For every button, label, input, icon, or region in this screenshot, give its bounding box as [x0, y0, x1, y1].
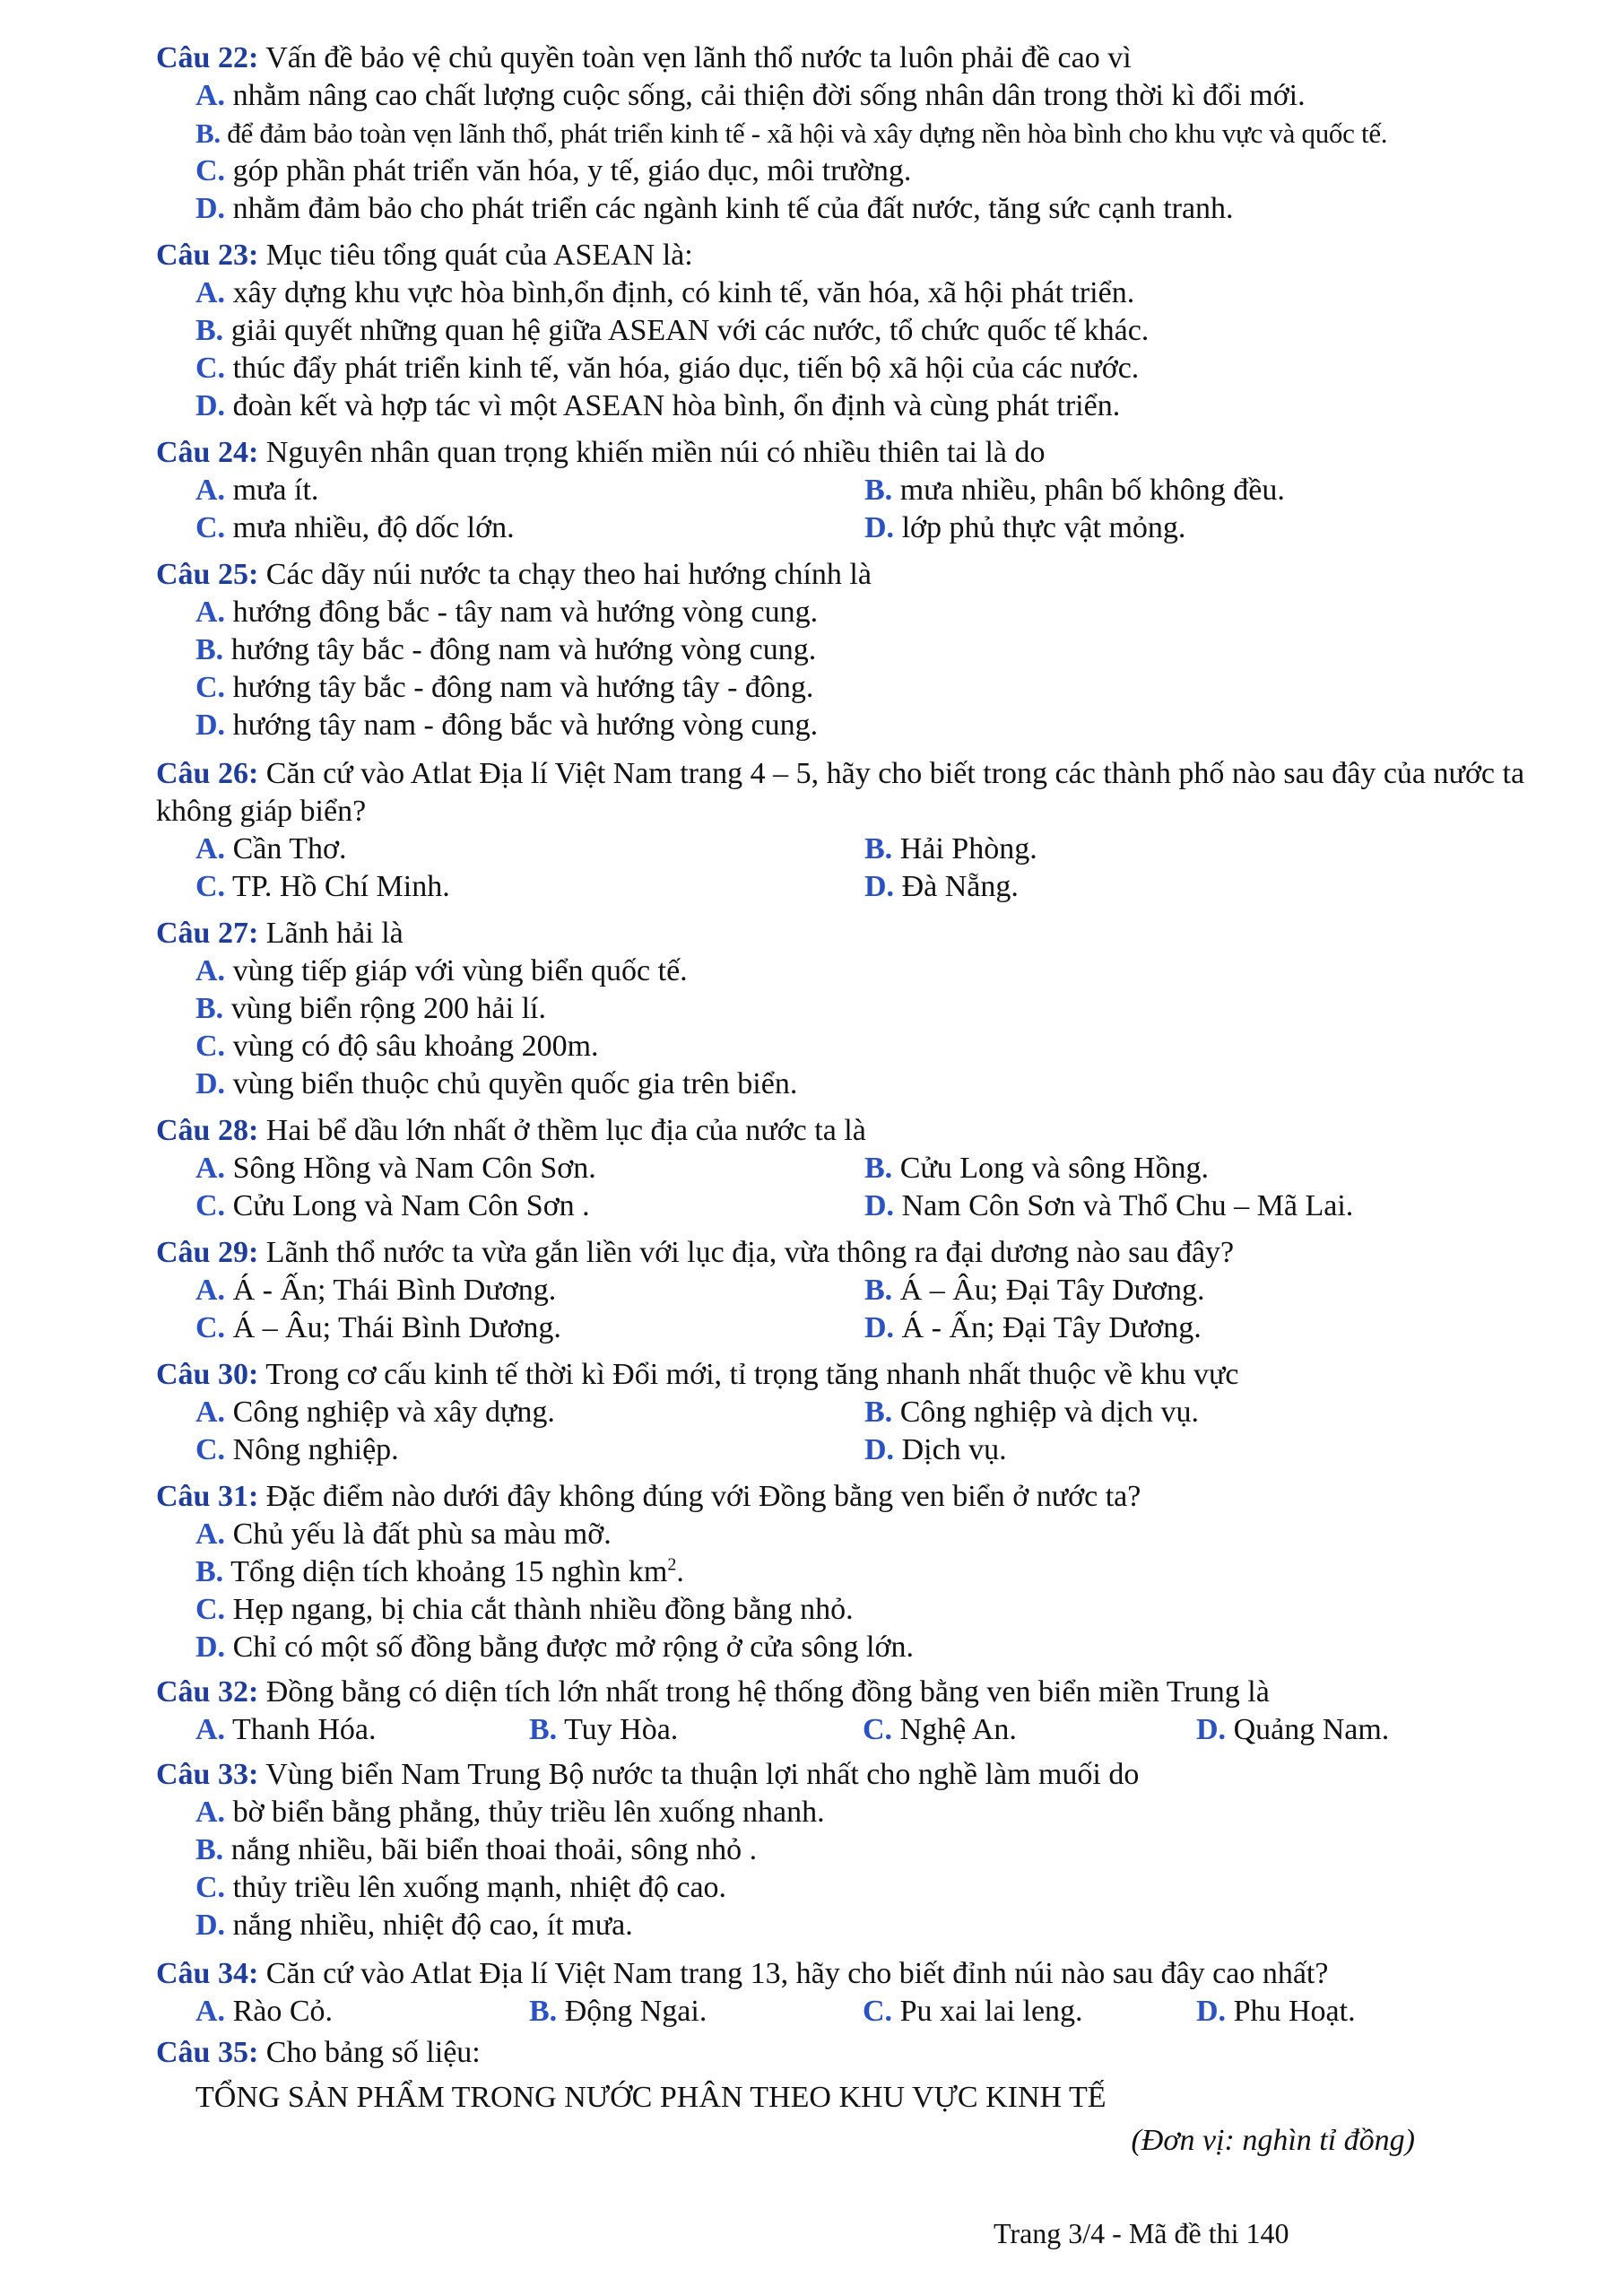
option-text: mưa nhiều, độ dốc lớn. [232, 511, 515, 544]
option-d [864, 1187, 1353, 1225]
option-letter: B. [195, 314, 224, 347]
option-text: đoàn kết và hợp tác vì một ASEAN hòa bình, ổn định và cùng phát triển. [232, 389, 1121, 422]
option-letter: A. [195, 596, 226, 629]
question-number: Câu 26: [156, 757, 259, 790]
question-number: Câu 32: [156, 1675, 259, 1709]
option-a [195, 1794, 1573, 1831]
option-letter: A. [195, 954, 226, 987]
option-text: Phu Hoạt. [1233, 1995, 1356, 2028]
option-c [195, 1028, 1573, 1065]
option-text: Pu xai lai leng. [899, 1995, 1083, 2028]
option-letter: C. [195, 154, 226, 187]
option-letter: D. [864, 1433, 895, 1466]
options [195, 1993, 1573, 2031]
option-text: TP. Hồ Chí Minh. [231, 870, 450, 903]
option-letter: D. [864, 1311, 895, 1344]
question-number: Câu 30: [156, 1358, 259, 1391]
option-a [195, 1150, 864, 1187]
options [195, 1150, 1573, 1225]
option-letter: D. [864, 511, 895, 544]
option-text: Công nghiệp và dịch vụ. [899, 1396, 1200, 1429]
option-text: Hẹp ngang, bị chia cắt thành nhiều đồng bằng nhỏ. [232, 1593, 854, 1626]
question-text: Các dãy núi nước ta chạy theo hai hướng chính là [265, 558, 872, 591]
option-letter: A. [195, 1713, 226, 1746]
option-a [195, 472, 864, 509]
option-letter: C. [195, 352, 226, 385]
options [195, 1272, 1573, 1347]
option-letter: B. [529, 1713, 558, 1746]
option-a [195, 77, 1573, 115]
option-b [195, 312, 1573, 350]
question-number: Câu 29: [156, 1236, 259, 1269]
option-letter: D. [864, 1189, 895, 1222]
option-text: Tuy Hòa. [564, 1713, 679, 1746]
option-text: Đà Nẵng. [901, 870, 1019, 903]
option-letter: C. [195, 1433, 226, 1466]
question-stem [156, 1234, 1573, 1272]
option-letter: B. [864, 474, 893, 507]
option-letter: B. [195, 633, 224, 666]
option-text: thúc đẩy phát triển kinh tế, văn hóa, giáo dục, tiến bộ xã hội của các nước. [232, 352, 1140, 385]
option-text: Động Ngai. [564, 1995, 707, 2028]
question-stem [156, 915, 1573, 952]
option-text: góp phần phát triển văn hóa, y tế, giáo dục, môi trường. [232, 154, 912, 187]
option-text: Sông Hồng và Nam Côn Sơn. [232, 1152, 596, 1185]
option-d [1196, 1993, 1356, 2031]
option-text: Cửu Long và Nam Côn Sơn . [232, 1189, 590, 1222]
question-24 [156, 434, 1573, 547]
option-text: Cửu Long và sông Hồng. [899, 1152, 1209, 1185]
question-text: Đồng bằng có diện tích lớn nhất trong hệ thống đồng bằng ven biển miền Trung là [265, 1675, 1270, 1709]
options [195, 1711, 1573, 1749]
option-letter: C. [195, 671, 226, 704]
question-number: Câu 33: [156, 1758, 259, 1791]
options [195, 1794, 1573, 1944]
question-30 [156, 1356, 1573, 1469]
question-text: Đặc điểm nào dưới đây không đúng với Đồng bằng ven biển ở nước ta? [265, 1480, 1141, 1513]
question-text: Nguyên nhân quan trọng khiến miền núi có nhiều thiên tai là do [265, 436, 1046, 469]
option-letter: D. [1196, 1995, 1227, 2028]
option-b [864, 831, 1037, 868]
question-stem [156, 1674, 1573, 1711]
option-b [864, 1272, 1205, 1309]
option-letter: B. [864, 1152, 893, 1185]
question-text: Vấn đề bảo vệ chủ quyền toàn vẹn lãnh thổ nước ta luôn phải đề cao vì [265, 41, 1132, 74]
option-text: Á – Âu; Thái Bình Dương. [232, 1311, 561, 1344]
option-text: mưa ít. [232, 474, 319, 507]
options [195, 594, 1573, 744]
option-text: xây dựng khu vực hòa bình,ổn định, có kinh tế, văn hóa, xã hội phát triển. [232, 276, 1135, 309]
option-d [195, 1907, 1573, 1944]
option-b [864, 472, 1285, 509]
option-letter: D. [195, 389, 226, 422]
option-letter: B. [195, 1555, 224, 1588]
question-text: Mục tiêu tổng quát của ASEAN là: [265, 239, 693, 272]
option-letter: D. [195, 1067, 226, 1100]
option-text: nắng nhiều, nhiệt độ cao, ít mưa. [232, 1909, 633, 1942]
option-d [195, 190, 1573, 228]
option-text: thủy triều lên xuống mạnh, nhiệt độ cao. [232, 1871, 727, 1904]
option-c [195, 1309, 864, 1347]
option-a [195, 1993, 529, 2031]
question-number: Câu 23: [156, 239, 259, 272]
question-text: Trong cơ cấu kinh tế thời kì Đổi mới, tỉ trọng tăng nhanh nhất thuộc về khu vực [265, 1358, 1239, 1391]
option-c [195, 1187, 864, 1225]
options [195, 77, 1573, 228]
question-22 [156, 39, 1573, 228]
question-number: Câu 34: [156, 1957, 259, 1990]
question-text: Vùng biển Nam Trung Bộ nước ta thuận lợi nhất cho nghề làm muối do [265, 1758, 1140, 1791]
option-letter: A. [195, 1995, 226, 2028]
option-text: Dịch vụ. [901, 1433, 1007, 1466]
option-letter: C. [195, 1030, 226, 1063]
question-stem [156, 2034, 1573, 2072]
question-number: Câu 24: [156, 436, 259, 469]
option-text: vùng biển thuộc chủ quyền quốc gia trên biển. [232, 1067, 798, 1100]
option-letter: C. [863, 1713, 893, 1746]
page-footer: Trang 3/4 - Mã đề thi 140 [994, 2217, 1289, 2249]
option-a [195, 1272, 864, 1309]
option-d [195, 1629, 1573, 1666]
question-text: Lãnh thổ nước ta vừa gắn liền với lục địa, vừa thông ra đại dương nào sau đây? [265, 1236, 1235, 1269]
option-text: Nông nghiệp. [232, 1433, 399, 1466]
question-28 [156, 1112, 1573, 1225]
option-a [195, 952, 1573, 990]
option-b [864, 1394, 1199, 1431]
option-letter: B. [195, 117, 221, 149]
question-stem [156, 237, 1573, 274]
option-letter: A. [195, 1396, 226, 1429]
option-b [529, 1711, 863, 1749]
option-text: nhằm đảm bảo cho phát triển các ngành kinh tế của đất nước, tăng sức cạnh tranh. [232, 192, 1234, 225]
option-text: để đảm bảo toàn vẹn lãnh thổ, phát triển kinh tế - xã hội và xây dựng nền hòa bình cho khu vực và quốc tế. [227, 117, 1388, 149]
option-b [195, 115, 1573, 152]
option-text: Rào Cỏ. [232, 1995, 334, 2028]
option-d [195, 707, 1573, 744]
option-text: hướng tây nam - đông bắc và hướng vòng cung. [232, 709, 819, 742]
option-text: lớp phủ thực vật mỏng. [901, 511, 1186, 544]
option-b [195, 990, 1573, 1028]
option-text: vùng có độ sâu khoảng 200m. [232, 1030, 599, 1063]
option-b [864, 1150, 1209, 1187]
option-c [195, 509, 864, 547]
option-a [195, 1516, 1573, 1553]
question-stem [156, 39, 1573, 77]
question-text: Hai bể dầu lớn nhất ở thềm lục địa của nước ta là [265, 1114, 866, 1147]
option-letter: A. [195, 1796, 226, 1829]
option-letter: A. [195, 276, 226, 309]
option-text: nắng nhiều, bãi biển thoai thoải, sông nhỏ . [230, 1833, 758, 1866]
option-text: Chủ yếu là đất phù sa màu mỡ. [232, 1518, 612, 1551]
option-letter: B. [195, 992, 224, 1025]
option-a [195, 1711, 529, 1749]
question-27 [156, 915, 1573, 1103]
question-stem [156, 1756, 1573, 1794]
option-c [195, 1431, 864, 1469]
question-number: Câu 27: [156, 917, 259, 950]
option-text: Hải Phòng. [899, 832, 1037, 865]
question-31 [156, 1478, 1573, 1666]
question-32 [156, 1674, 1573, 1749]
option-letter: B. [195, 1833, 224, 1866]
question-29 [156, 1234, 1573, 1347]
option-b [195, 1553, 1573, 1591]
option-text: hướng đông bắc - tây nam và hướng vòng cung. [232, 596, 819, 629]
option-letter: C. [195, 1593, 226, 1626]
option-letter: B. [529, 1995, 558, 2028]
question-stem [156, 1112, 1573, 1150]
option-c [195, 868, 864, 906]
option-text: Nam Côn Sơn và Thổ Chu – Mã Lai. [901, 1189, 1354, 1222]
question-33 [156, 1756, 1573, 1944]
option-letter: C. [195, 1311, 226, 1344]
option-d [864, 1309, 1202, 1347]
option-letter: A. [195, 1518, 226, 1551]
question-35 [156, 2034, 1573, 2072]
question-stem [156, 1478, 1573, 1516]
question-23 [156, 237, 1573, 425]
option-text: hướng tây bắc - đông nam và hướng tây - đông. [232, 671, 814, 704]
option-d [195, 1065, 1573, 1103]
options [195, 1516, 1573, 1666]
option-text: Tổng diện tích khoảng 15 nghìn km [230, 1555, 668, 1588]
option-d [195, 387, 1573, 425]
option-letter: C. [195, 1871, 226, 1904]
option-text: Công nghiệp và xây dựng. [232, 1396, 555, 1429]
table-unit: (Đơn vị: nghìn tỉ đồng) [1131, 2124, 1415, 2157]
option-c [195, 669, 1573, 707]
option-b [195, 631, 1573, 669]
option-c [863, 1993, 1196, 2031]
option-a [195, 594, 1573, 631]
table-title: TỔNG SẢN PHẨM TRONG NƯỚC PHÂN THEO KHU VỰC KINH TẾ [195, 2081, 1107, 2114]
option-letter: A. [195, 832, 226, 865]
question-stem [156, 434, 1573, 472]
option-c [863, 1711, 1196, 1749]
question-text: Căn cứ vào Atlat Địa lí Việt Nam trang 13, hãy cho biết đỉnh núi nào sau đây cao nhất? [265, 1957, 1329, 1990]
option-c [195, 152, 1573, 190]
option-text: Á - Ấn; Thái Bình Dương. [232, 1274, 557, 1307]
question-text: Lãnh hải là [265, 917, 404, 950]
options [195, 1394, 1573, 1469]
option-text: bờ biển bằng phẳng, thủy triều lên xuống nhanh. [232, 1796, 825, 1829]
option-letter: B. [864, 832, 893, 865]
option-a [195, 1394, 864, 1431]
options [195, 952, 1573, 1103]
option-text: Á - Ấn; Đại Tây Dương. [901, 1311, 1202, 1344]
option-letter: D. [1196, 1713, 1227, 1746]
option-text: mưa nhiều, phân bố không đều. [899, 474, 1285, 507]
option-letter: C. [863, 1995, 893, 2028]
option-a [195, 274, 1573, 312]
option-letter: A. [195, 1152, 226, 1185]
question-text: Căn cứ vào Atlat Địa lí Việt Nam trang 4 – 5, hãy cho biết trong các thành phố nào sau đây của nước ta không giáp biển? [156, 757, 1525, 828]
question-stem [156, 1356, 1573, 1394]
option-c [195, 350, 1573, 387]
option-a [195, 831, 864, 868]
option-letter: D. [195, 709, 226, 742]
option-letter: A. [195, 1274, 226, 1307]
question-number: Câu 28: [156, 1114, 259, 1147]
option-text: vùng biển rộng 200 hải lí. [230, 992, 546, 1025]
option-text: Thanh Hóa. [231, 1713, 377, 1746]
option-letter: D. [195, 1909, 226, 1942]
option-d [864, 1431, 1007, 1469]
question-25 [156, 556, 1573, 744]
question-text: Cho bảng số liệu: [265, 2036, 481, 2069]
question-number: Câu 31: [156, 1480, 259, 1513]
option-letter: A. [195, 79, 226, 112]
superscript: 2 [667, 1554, 677, 1575]
options [195, 831, 1573, 906]
question-number: Câu 25: [156, 558, 259, 591]
question-stem [156, 755, 1573, 831]
option-text: Á – Âu; Đại Tây Dương. [899, 1274, 1205, 1307]
options [195, 274, 1573, 425]
question-stem [156, 556, 1573, 594]
option-text: Nghệ An. [899, 1713, 1017, 1746]
options [195, 472, 1573, 547]
option-letter: B. [864, 1274, 893, 1307]
option-text: nhằm nâng cao chất lượng cuộc sống, cải thiện đời sống nhân dân trong thời kì đổi mới. [232, 79, 1306, 112]
option-d [1196, 1711, 1389, 1749]
question-26 [156, 755, 1573, 906]
option-letter: C. [195, 1189, 226, 1222]
question-stem [156, 1955, 1573, 1993]
option-c [195, 1869, 1573, 1907]
option-text-end: . [676, 1555, 684, 1588]
option-text: Chỉ có một số đồng bằng được mở rộng ở cửa sông lớn. [232, 1631, 914, 1664]
option-text: giải quyết những quan hệ giữa ASEAN với các nước, tổ chức quốc tế khác. [230, 314, 1150, 347]
question-number: Câu 35: [156, 2036, 259, 2069]
question-number: Câu 22: [156, 41, 259, 74]
option-b [195, 1831, 1573, 1869]
option-letter: B. [864, 1396, 893, 1429]
option-text: Quảng Nam. [1233, 1713, 1390, 1746]
option-letter: D. [864, 870, 895, 903]
question-34 [156, 1955, 1573, 2031]
option-letter: C. [195, 511, 226, 544]
option-b [529, 1993, 863, 2031]
option-text: Cần Thơ. [232, 832, 347, 865]
option-text: vùng tiếp giáp với vùng biển quốc tế. [232, 954, 688, 987]
option-letter: C. [195, 870, 226, 903]
option-d [864, 509, 1185, 547]
option-letter: D. [195, 1631, 226, 1664]
option-c [195, 1591, 1573, 1629]
option-text: hướng tây bắc - đông nam và hướng vòng cung. [230, 633, 817, 666]
option-letter: D. [195, 192, 226, 225]
option-d [864, 868, 1019, 906]
option-letter: A. [195, 474, 226, 507]
